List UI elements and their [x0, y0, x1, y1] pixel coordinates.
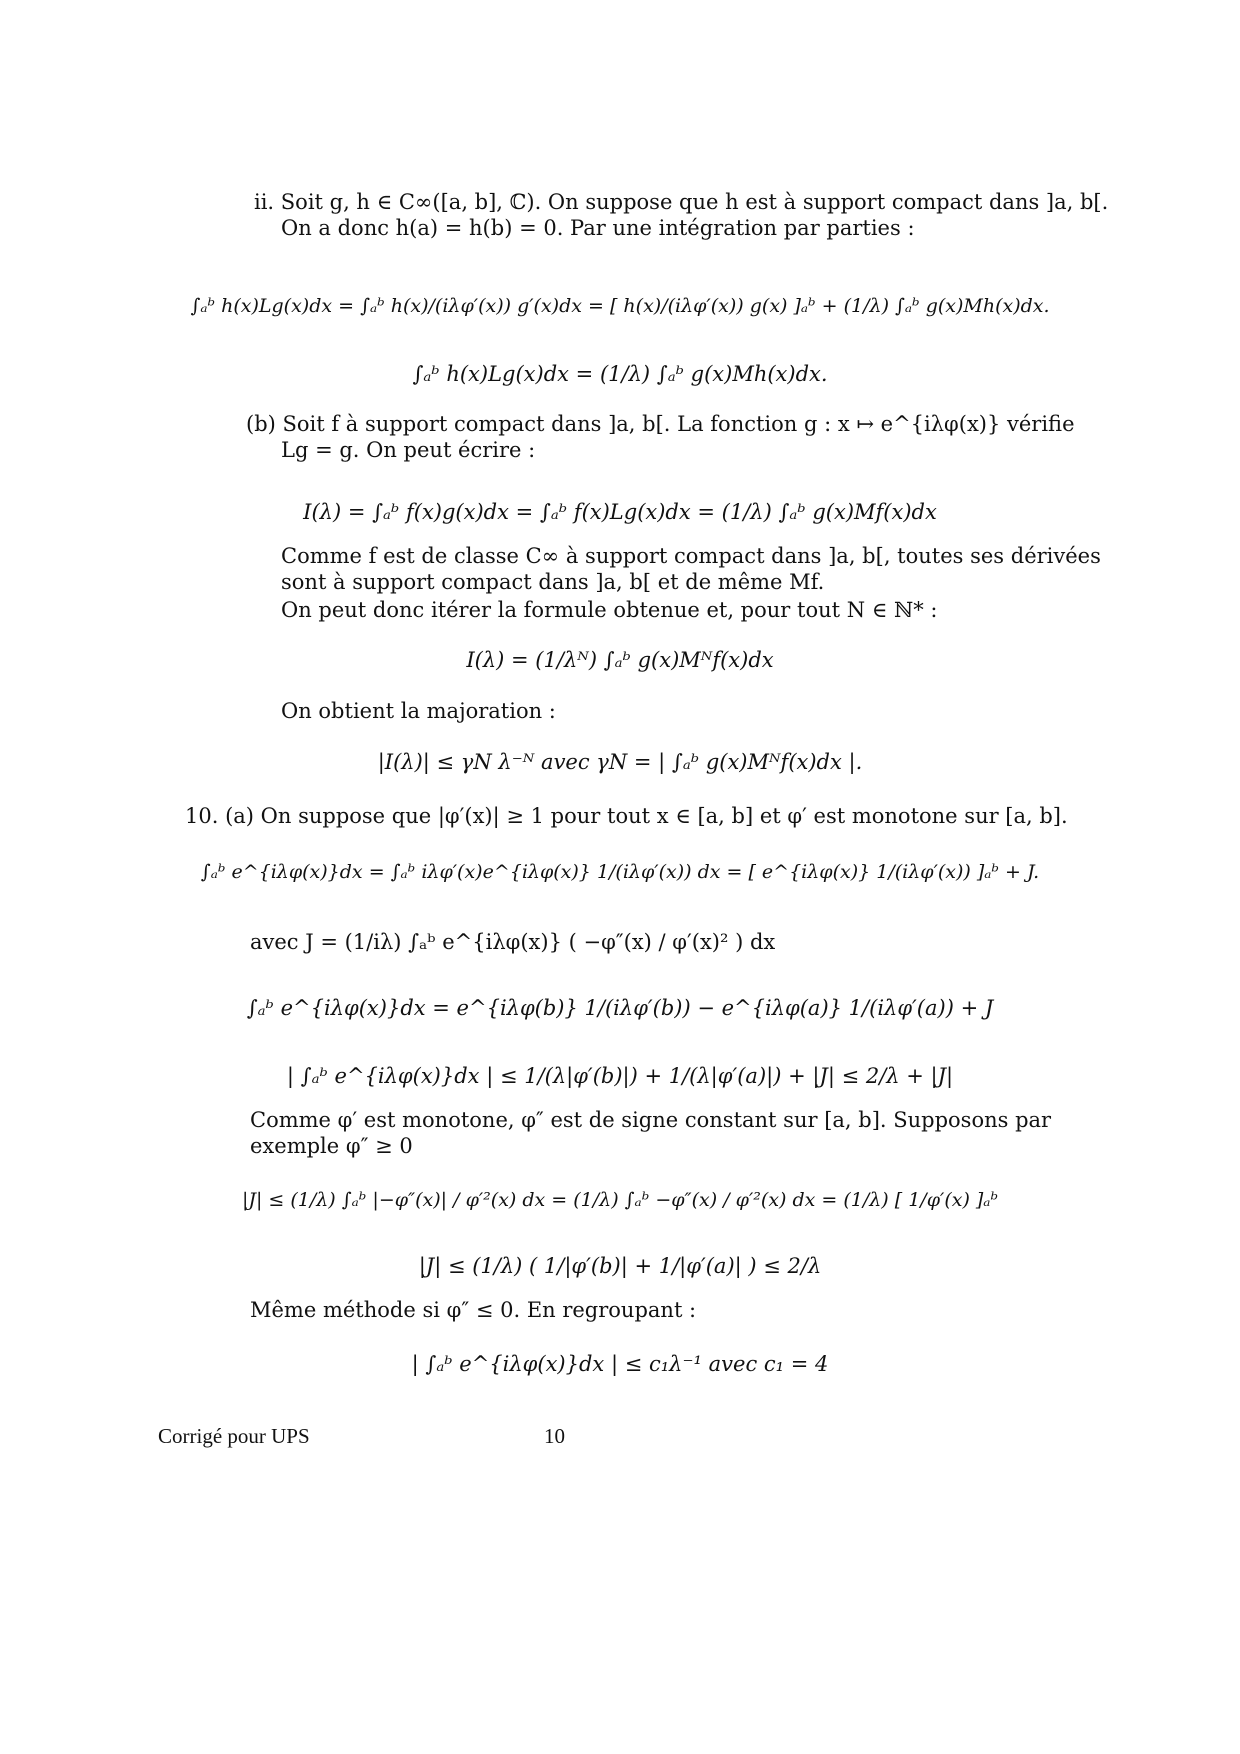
text-comme-2: sont à support compact dans ]a, b[ et de même Mf.: [281, 570, 825, 594]
equation-ipp-1: ∫ₐᵇ h(x)Lg(x)dx = ∫ₐᵇ h(x)/(iλφ′(x)) g′(x)dx = [ h(x)/(iλφ′(x)) g(x) ]ₐᵇ + (1/λ) ∫ₐᵇ g(x)Mh(x)dx.: [190, 295, 1050, 317]
question-10a: 10. (a) On suppose que |φ′(x)| ≥ 1 pour tout x ∈ [a, b] et φ′ est monotone sur [a, b].: [185, 804, 1068, 828]
item-b-line1: (b) Soit f à support compact dans ]a, b[. La fonction g : x ↦ e^{iλφ(x)} vérifie: [246, 412, 1075, 436]
equation-ipp-2: ∫ₐᵇ h(x)Lg(x)dx = (1/λ) ∫ₐᵇ g(x)Mh(x)dx.: [412, 362, 828, 386]
page-number: 10: [544, 1424, 565, 1448]
equation-J-2: |J| ≤ (1/λ) ( 1/|φ′(b)| + 1/|φ′(a)| ) ≤ 2/λ: [418, 1254, 822, 1278]
equation-10-3: | ∫ₐᵇ e^{iλφ(x)}dx | ≤ 1/(λ|φ′(b)|) + 1/(λ|φ′(a)|) + |J| ≤ 2/λ + |J|: [286, 1064, 954, 1088]
text-meme-methode: Même méthode si φ″ ≤ 0. En regroupant :: [250, 1298, 697, 1322]
equation-J-1: |J| ≤ (1/λ) ∫ₐᵇ |−φ″(x)| / φ′²(x) dx = (1/λ) ∫ₐᵇ −φ″(x) / φ′²(x) dx = (1/λ) [ 1/φ′(x) ]ₐᵇ: [241, 1189, 999, 1211]
equation-10-1: ∫ₐᵇ e^{iλφ(x)}dx = ∫ₐᵇ iλφ′(x)e^{iλφ(x)} 1/(iλφ′(x)) dx = [ e^{iλφ(x)} 1/(iλφ′(x)) ]ₐᵇ + J.: [200, 861, 1040, 883]
text-comme-1: Comme f est de classe C∞ à support compact dans ]a, b[, toutes ses dérivées: [281, 544, 1101, 568]
item-ii-line1: ii. Soit g, h ∈ C∞([a, b], ℂ). On suppose que h est à support compact dans ]a, b[.: [254, 190, 1109, 214]
equation-I-lambda: I(λ) = ∫ₐᵇ f(x)g(x)dx = ∫ₐᵇ f(x)Lg(x)dx = (1/λ) ∫ₐᵇ g(x)Mf(x)dx: [303, 500, 937, 524]
equation-J: avec J = (1/iλ) ∫ₐᵇ e^{iλφ(x)} ( −φ″(x) / φ′(x)² ) dx: [250, 930, 776, 954]
item-ii-line2: On a donc h(a) = h(b) = 0. Par une intégration par parties :: [281, 216, 915, 240]
text-majoration: On obtient la majoration :: [281, 699, 556, 723]
equation-10-2: ∫ₐᵇ e^{iλφ(x)}dx = e^{iλφ(b)} 1/(iλφ′(b)) − e^{iλφ(a)} 1/(iλφ′(a)) + J: [246, 996, 994, 1020]
equation-final: | ∫ₐᵇ e^{iλφ(x)}dx | ≤ c₁λ⁻¹ avec c₁ = 4: [411, 1352, 829, 1376]
footer-left: Corrigé pour UPS: [158, 1424, 310, 1448]
equation-gamma: |I(λ)| ≤ γN λ⁻ᴺ avec γN = | ∫ₐᵇ g(x)Mᴺf(x)dx |.: [377, 750, 863, 774]
text-iter: On peut donc itérer la formule obtenue et, pour tout N ∈ ℕ* :: [281, 598, 938, 622]
item-b-line2: Lg = g. On peut écrire :: [281, 438, 536, 462]
text-monotone-1: Comme φ′ est monotone, φ″ est de signe constant sur [a, b]. Supposons par: [250, 1108, 1052, 1132]
text-monotone-2: exemple φ″ ≥ 0: [250, 1134, 413, 1158]
equation-I-N: I(λ) = (1/λᴺ) ∫ₐᵇ g(x)Mᴺf(x)dx: [466, 648, 774, 672]
